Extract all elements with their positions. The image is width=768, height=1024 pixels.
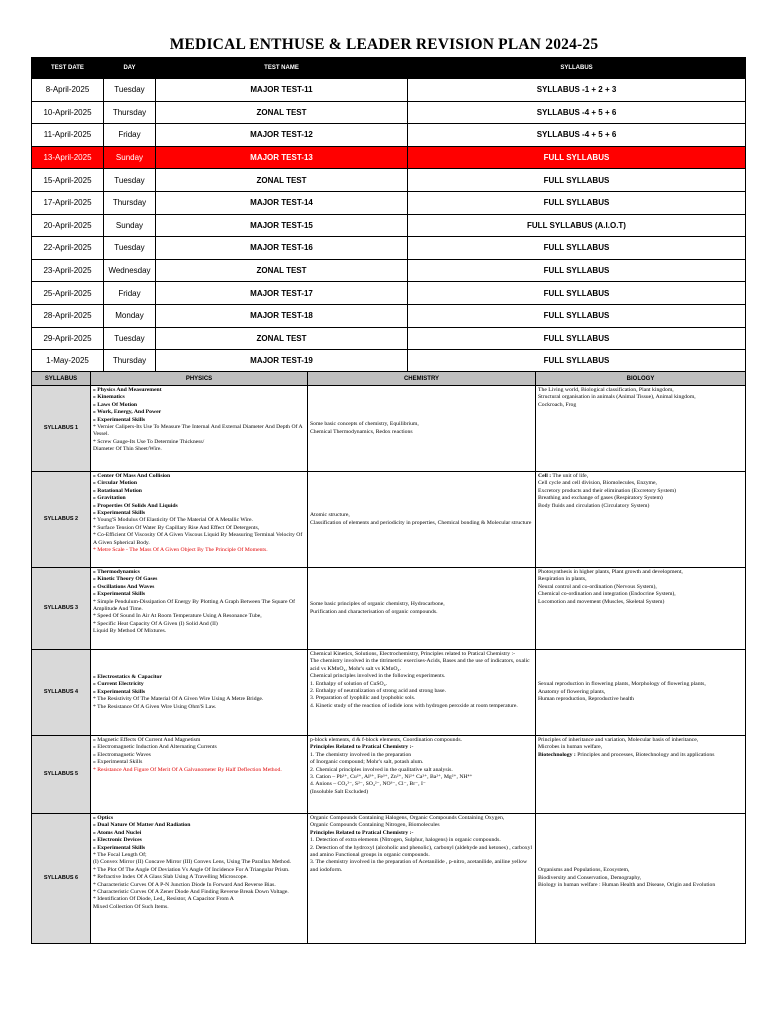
- schedule-row: [32, 124, 746, 147]
- header-syllabus-label: SYLLABUS: [32, 372, 91, 386]
- schedule-row: [32, 237, 746, 260]
- physics-topic-line: * Characteristic Curves Of A P-N Junction Diode In Forward And Reverse Bias.: [93, 881, 276, 888]
- chemistry-topic-line: Some basic principles of organic chemistry, Hydrocarbone,: [310, 601, 445, 608]
- physics-topic-line: * Resistance And Figure Of Merit Of A Galvanometer By Half Deflection Method.: [93, 766, 282, 773]
- syllabus-label: SYLLABUS 6: [32, 814, 91, 944]
- biology-topic-line: Microbes in human welfare,: [538, 744, 603, 751]
- biology-topic-line: Photosynthesis in higher plants, Plant growth and development,: [538, 569, 683, 575]
- physics-topic-line: * Surface Tension Of Water By Capillary Rise And Effect Of Detergents,: [93, 524, 260, 531]
- physics-topic-line: » Oscillations And Waves: [93, 583, 155, 590]
- chemistry-cell: [308, 472, 536, 568]
- physics-topic-line: » Electronic Devices: [93, 837, 142, 844]
- physics-topic-line: » Thermodynamics: [93, 569, 140, 575]
- physics-topic-line: * The Focal Length Of;: [93, 852, 147, 859]
- test-name-cell: MAJOR TEST-16: [156, 237, 408, 260]
- test-name-cell: MAJOR TEST-17: [156, 282, 408, 305]
- physics-topic-line: * Characteristic Curves Of A Zener Diode And Finding Reverse Break Down Voltage.: [93, 889, 289, 896]
- test-name-cell: MAJOR TEST-18: [156, 304, 408, 327]
- biology-topic-line: Cockroach, Frog: [538, 401, 577, 408]
- syllabus-table: [31, 371, 746, 944]
- test-date-cell: 23-April-2025: [32, 259, 104, 282]
- physics-topic-line: Mixed Collection Of Such Items.: [93, 903, 169, 910]
- biology-cell: [536, 814, 746, 944]
- schedule-row: [32, 350, 746, 373]
- physics-topic-line: * Specific Heat Capacity Of A Given (I) Solid And (II): [93, 620, 218, 627]
- test-name-cell: MAJOR TEST-11: [156, 79, 408, 102]
- test-date-cell: 1-May-2025: [32, 350, 104, 373]
- schedule-row: [32, 146, 746, 169]
- physics-topic-line: * Metre Scale - The Mass Of A Given Object By The Principle Of Moments.: [93, 547, 268, 554]
- chemistry-topic-line: 3. Preparation of lyophilic and lyophobic sols.: [310, 695, 416, 702]
- syllabus-row: [32, 650, 746, 736]
- physics-topic-line: * Vernier Calipers-Its Use To Measure The Internal And External Diameter And Depth Of A Vessel.: [93, 424, 303, 438]
- syllabus-label: SYLLABUS 5: [32, 736, 91, 814]
- physics-topic-line: * Identification Of Diode, Led,, Resistor, A Capacitor From A: [93, 896, 234, 903]
- syllabus-label: SYLLABUS 2: [32, 472, 91, 568]
- syllabus-body: [32, 386, 746, 944]
- test-date-cell: 10-April-2025: [32, 101, 104, 124]
- syllabus-row: [32, 386, 746, 472]
- physics-cell: [91, 650, 308, 736]
- physics-topic-line: * The Plot Of The Angle Of Deviation Vs Angle Of Incidence For A Triangular Prism.: [93, 866, 290, 873]
- schedule-body: [32, 79, 746, 373]
- biology-cell: [536, 650, 746, 736]
- physics-topic-line: » Laws Of Motion: [93, 401, 138, 408]
- biology-topic-line: Organisms and Populations, Ecosystem,: [538, 867, 630, 874]
- chemistry-cell: [308, 386, 536, 472]
- syllabus-cell: FULL SYLLABUS: [408, 350, 746, 373]
- syllabus-cell: FULL SYLLABUS (A.I.O.T): [408, 214, 746, 237]
- schedule-row: [32, 282, 746, 305]
- chemistry-topic-line: Atomic structure,: [310, 512, 350, 519]
- header-physics: PHYSICS: [91, 372, 308, 386]
- physics-topic-line: » Experimental Skills: [93, 688, 146, 695]
- schedule-row: [32, 191, 746, 214]
- test-date-cell: 20-April-2025: [32, 214, 104, 237]
- physics-topic-line: » Experimental Skills: [93, 759, 143, 766]
- biology-topic-line: The Living world, Biological classification, Plant kingdom,: [538, 387, 674, 393]
- chemistry-topic-line: 2. Detection of the hydroxyl (alcoholic and phenolic), carbonyl (aldehyde and ketones) , carboxyl and amino Functional groups in organic compounds.: [310, 844, 533, 859]
- chemistry-cell: [308, 568, 536, 650]
- schedule-row: [32, 101, 746, 124]
- physics-topic-line: » Physics And Measurement: [93, 387, 162, 393]
- chemistry-topic-line: p-block elements, d & f-block elements, Coordination compounds.: [310, 737, 462, 743]
- chemistry-topic-line: 4. Anions – CO₃²⁻, S²⁻, SO₄²⁻, NO³⁻, Cl⁻, Br⁻, I⁻: [310, 781, 426, 788]
- physics-topic-line: * Young'S Modulus Of Elasticity Of The Material Of A Metallic Wire.: [93, 517, 253, 524]
- header-syllabus: SYLLABUS: [408, 58, 746, 79]
- biology-cell: [536, 386, 746, 472]
- day-cell: Sunday: [104, 146, 156, 169]
- chemistry-topic-line: Principles Related to Pratical Chemistry :-: [310, 744, 414, 751]
- syllabus-header-row: [32, 372, 746, 386]
- physics-topic-line: » Electromagnetic Waves: [93, 751, 151, 758]
- chemistry-cell: [308, 650, 536, 736]
- schedule-header-row: [32, 58, 746, 79]
- schedule-table: [31, 57, 746, 373]
- physics-topic-line: » Kinetic Theory Of Gases: [93, 576, 158, 583]
- physics-topic-line: » Magnetic Effects Of Current And Magnetism: [93, 737, 201, 743]
- physics-topic-line: » Experimental Skills: [93, 510, 146, 517]
- physics-topic-line: (I) Convex Mirror (II) Concave Mirror (III) Convex Lens, Using The Parallax Method.: [93, 859, 291, 866]
- header-chemistry: CHEMISTRY: [308, 372, 536, 386]
- physics-topic-line: » Experimental Skills: [93, 416, 146, 423]
- test-name-cell: MAJOR TEST-12: [156, 124, 408, 147]
- day-cell: Tuesday: [104, 237, 156, 260]
- physics-topic-line: » Atoms And Nuclei: [93, 829, 142, 836]
- biology-cell: [536, 472, 746, 568]
- biology-topic-line: Principles of inheritance and variation, Molecular basis of inheritance,: [538, 737, 699, 743]
- physics-cell: [91, 568, 308, 650]
- chemistry-topic-line: 2. Chemical principles involved in the qualitative salt analysis.: [310, 766, 453, 773]
- physics-topic-line: » Gravitation: [93, 495, 126, 502]
- physics-topic-line: » Kinematics: [93, 394, 125, 401]
- syllabus-row: [32, 568, 746, 650]
- test-date-cell: 25-April-2025: [32, 282, 104, 305]
- physics-topic-line: * The Resistance Of A Given Wire Using Ohm'S Law.: [93, 703, 217, 710]
- syllabus-cell: FULL SYLLABUS: [408, 327, 746, 350]
- physics-topic-line: » Experimental Skills: [93, 591, 146, 598]
- physics-topic-line: » Optics: [93, 815, 114, 821]
- biology-topic-line: Cell : The unit of life,: [538, 473, 589, 479]
- syllabus-label: SYLLABUS 4: [32, 650, 91, 736]
- chemistry-topic-line: 1. The chemistry involved in the preparation: [310, 751, 412, 758]
- test-date-cell: 29-April-2025: [32, 327, 104, 350]
- test-name-cell: ZONAL TEST: [156, 101, 408, 124]
- test-date-cell: 15-April-2025: [32, 169, 104, 192]
- test-name-cell: ZONAL TEST: [156, 259, 408, 282]
- day-cell: Tuesday: [104, 327, 156, 350]
- chemistry-topic-line: 2. Enthalpy of neutralization of strong acid and strong base.: [310, 688, 446, 695]
- syllabus-label: SYLLABUS 3: [32, 568, 91, 650]
- physics-topic-line: » Electrostatics & Capacitor: [93, 673, 162, 680]
- biology-topic-line: Human reproduction, Reproductive health: [538, 696, 635, 703]
- test-date-cell: 17-April-2025: [32, 191, 104, 214]
- physics-cell: [91, 814, 308, 944]
- day-cell: Friday: [104, 282, 156, 305]
- syllabus-cell: FULL SYLLABUS: [408, 259, 746, 282]
- chemistry-topic-line: Some basic concepts of chemistry, Equilibrium,: [310, 421, 419, 428]
- day-cell: Tuesday: [104, 169, 156, 192]
- biology-topic-line: Breathing and exchange of gases (Respiratory System): [538, 495, 663, 502]
- chemistry-topic-line: 1. Enthalpy of solution of CuSO₄.: [310, 680, 388, 687]
- biology-topic-line: Excretory products and their elimination (Excretory System): [538, 487, 677, 494]
- biology-cell: [536, 568, 746, 650]
- biology-topic-line: Biotechnology : Principles and processes, Biotechnology and its applications: [538, 751, 715, 758]
- day-cell: Monday: [104, 304, 156, 327]
- test-date-cell: 11-April-2025: [32, 124, 104, 147]
- header-test-date: TEST DATE: [32, 58, 104, 79]
- day-cell: Tuesday: [104, 79, 156, 102]
- chemistry-topic-line: 3. The chemistry involved in the preparation of Acetanilide , p-nitro, acetanilide, aniline yellow and iodoform.: [310, 859, 528, 873]
- schedule-row: [32, 169, 746, 192]
- day-cell: Thursday: [104, 350, 156, 373]
- header-day: DAY: [104, 58, 156, 79]
- biology-topic-line: Cell cycle and cell division, Biomolecules, Enzyme,: [538, 480, 657, 487]
- test-name-cell: ZONAL TEST: [156, 169, 408, 192]
- test-name-cell: MAJOR TEST-19: [156, 350, 408, 373]
- chemistry-topic-line: Organic Compounds Containing Halogens, Organic Compounds Containing Oxygen,: [310, 815, 505, 821]
- physics-cell: [91, 386, 308, 472]
- biology-topic-line: Biology in human welfare : Human Health and Disease, Origin and Evolution: [538, 882, 716, 889]
- biology-topic-line: Locomotion and movement (Muscles, Skeletal System): [538, 598, 665, 605]
- physics-topic-line: » Properties Of Solids And Liquids: [93, 502, 178, 509]
- syllabus-cell: SYLLABUS -4 + 5 + 6: [408, 101, 746, 124]
- physics-topic-line: Liquid By Method Of Mixtures.: [93, 628, 167, 635]
- physics-topic-line: » Current Electricity: [93, 681, 144, 688]
- biology-topic-line: Structural organisation in animals (Animal Tissue), Animal kingdom,: [538, 394, 696, 401]
- syllabus-label: SYLLABUS 1: [32, 386, 91, 472]
- biology-topic-line: Respiration in plants,: [538, 576, 587, 583]
- test-date-cell: 13-April-2025: [32, 146, 104, 169]
- biology-cell: [536, 736, 746, 814]
- physics-topic-line: Diameter Of Thin Sheet/Wire.: [93, 446, 162, 453]
- syllabus-row: [32, 472, 746, 568]
- physics-cell: [91, 472, 308, 568]
- schedule-row: [32, 304, 746, 327]
- physics-topic-line: * Refractive Index Of A Glass Slab Using A Travelling Microscope.: [93, 874, 248, 881]
- syllabus-cell: FULL SYLLABUS: [408, 237, 746, 260]
- day-cell: Wednesday: [104, 259, 156, 282]
- syllabus-row: [32, 736, 746, 814]
- chemistry-topic-line: (Insoluble Salt Excluded): [310, 788, 369, 795]
- page-title: MEDICAL ENTHUSE & LEADER REVISION PLAN 2024-25: [169, 36, 599, 53]
- physics-topic-line: » Dual Nature Of Matter And Radiation: [93, 822, 191, 829]
- chemistry-topic-line: The chemistry involved in the titrimetric exercises-Acids, Bases and the use of indicators, oxalic acid vs KMnO₄, Mohr's salt vs KMnO₄.: [310, 658, 530, 672]
- syllabus-row: [32, 814, 746, 944]
- header-test-name: TEST NAME: [156, 58, 408, 79]
- syllabus-cell: FULL SYLLABUS: [408, 169, 746, 192]
- syllabus-cell: SYLLABUS -1 + 2 + 3: [408, 79, 746, 102]
- physics-topic-line: * The Resistivity Of The Material Of A Given Wire Using A Metre Bridge.: [93, 696, 264, 703]
- test-name-cell: MAJOR TEST-13: [156, 146, 408, 169]
- chemistry-topic-line: 1. Detection of extra elements (Nitrogen, Sulphur, halogens) in organic compounds.: [310, 837, 501, 844]
- biology-topic-line: Anatomy of flowering plants,: [538, 688, 606, 695]
- day-cell: Thursday: [104, 191, 156, 214]
- header-biology: BIOLOGY: [536, 372, 746, 386]
- schedule-row: [32, 214, 746, 237]
- schedule-row: [32, 259, 746, 282]
- chemistry-topic-line: of Inorganic compound; Mohr's salt, potash alum.: [310, 759, 424, 766]
- physics-topic-line: * Speed Of Sound In Air At Room Temperature Using A Resonance Tube,: [93, 613, 262, 620]
- chemistry-cell: [308, 814, 536, 944]
- chemistry-topic-line: 3. Cation – Pb²⁺, Cu²⁺, Al³⁺, Fe³⁺, Zn²⁺, Ni²⁺ Ca²⁺, Ba²⁺, Mg²⁺, NH⁴⁺: [310, 774, 473, 781]
- syllabus-cell: FULL SYLLABUS: [408, 146, 746, 169]
- physics-topic-line: * Co-Efficient Of Viscosity Of A Given Viscous Liquid By Measuring Terminal Velocity Of A Given Spherical Body.: [93, 532, 303, 546]
- physics-cell: [91, 736, 308, 814]
- chemistry-topic-line: Organic Compounds Containing Nitrogen, Biomolecules: [310, 822, 440, 829]
- chemistry-topic-line: Classification of elements and periodicity in properties, Chemical bonding & Molecular structure: [310, 519, 532, 526]
- day-cell: Thursday: [104, 101, 156, 124]
- syllabus-cell: FULL SYLLABUS: [408, 304, 746, 327]
- physics-topic-line: * Screw Gauge-Its Use To Determine Thickness/: [93, 438, 205, 445]
- chemistry-topic-line: Chemical Kinetics, Solutions, Electrochemistry, Principles related to Pratical Chemistry :-: [310, 651, 515, 657]
- chemistry-topic-line: Chemical Thermodynamics, Redox reactions: [310, 428, 413, 435]
- schedule-row: [32, 79, 746, 102]
- chemistry-topic-line: 4. Kinetic study of the reaction of iodide ions with hydrogen peroxide at room temperature.: [310, 702, 518, 709]
- physics-topic-line: » Rotational Motion: [93, 487, 142, 494]
- physics-topic-line: * Simple Pendulum-Dissipation Of Energy By Plotting A Graph Between The Square Of Amplitude And Time.: [93, 598, 295, 613]
- syllabus-cell: FULL SYLLABUS: [408, 282, 746, 305]
- syllabus-cell: SYLLABUS -4 + 5 + 6: [408, 124, 746, 147]
- chemistry-cell: [308, 736, 536, 814]
- physics-topic-line: » Center Of Mass And Collision: [93, 473, 171, 479]
- schedule-row: [32, 327, 746, 350]
- biology-topic-line: Biodiversity and Conservation, Demography,: [538, 874, 642, 881]
- test-date-cell: 28-April-2025: [32, 304, 104, 327]
- biology-topic-line: Sexual reproduction in flowering plants, Morphology of flowering plants,: [538, 681, 706, 688]
- biology-topic-line: Body fluids and circulation (Circulatory System): [538, 502, 650, 509]
- test-date-cell: 22-April-2025: [32, 237, 104, 260]
- physics-topic-line: » Experimental Skills: [93, 844, 146, 851]
- test-name-cell: ZONAL TEST: [156, 327, 408, 350]
- biology-topic-line: Neural control and co-ordination (Nervous System),: [538, 583, 657, 590]
- test-date-cell: 8-April-2025: [32, 79, 104, 102]
- syllabus-cell: FULL SYLLABUS: [408, 191, 746, 214]
- chemistry-topic-line: Chemical principles involved in the following experiments.: [310, 673, 446, 680]
- chemistry-topic-line: Principles Related to Pratical Chemistry :-: [310, 829, 414, 836]
- physics-topic-line: » Circular Motion: [93, 480, 138, 487]
- test-name-cell: MAJOR TEST-15: [156, 214, 408, 237]
- day-cell: Friday: [104, 124, 156, 147]
- test-name-cell: MAJOR TEST-14: [156, 191, 408, 214]
- physics-topic-line: » Work, Energy, And Power: [93, 409, 162, 416]
- chemistry-topic-line: Purification and characterisation of organic compounds.: [310, 608, 438, 615]
- day-cell: Sunday: [104, 214, 156, 237]
- biology-topic-line: Chemical co-ordination and integration (Endocrine System),: [538, 591, 676, 598]
- physics-topic-line: » Electromagnetic Induction And Alternating Currents: [93, 744, 217, 751]
